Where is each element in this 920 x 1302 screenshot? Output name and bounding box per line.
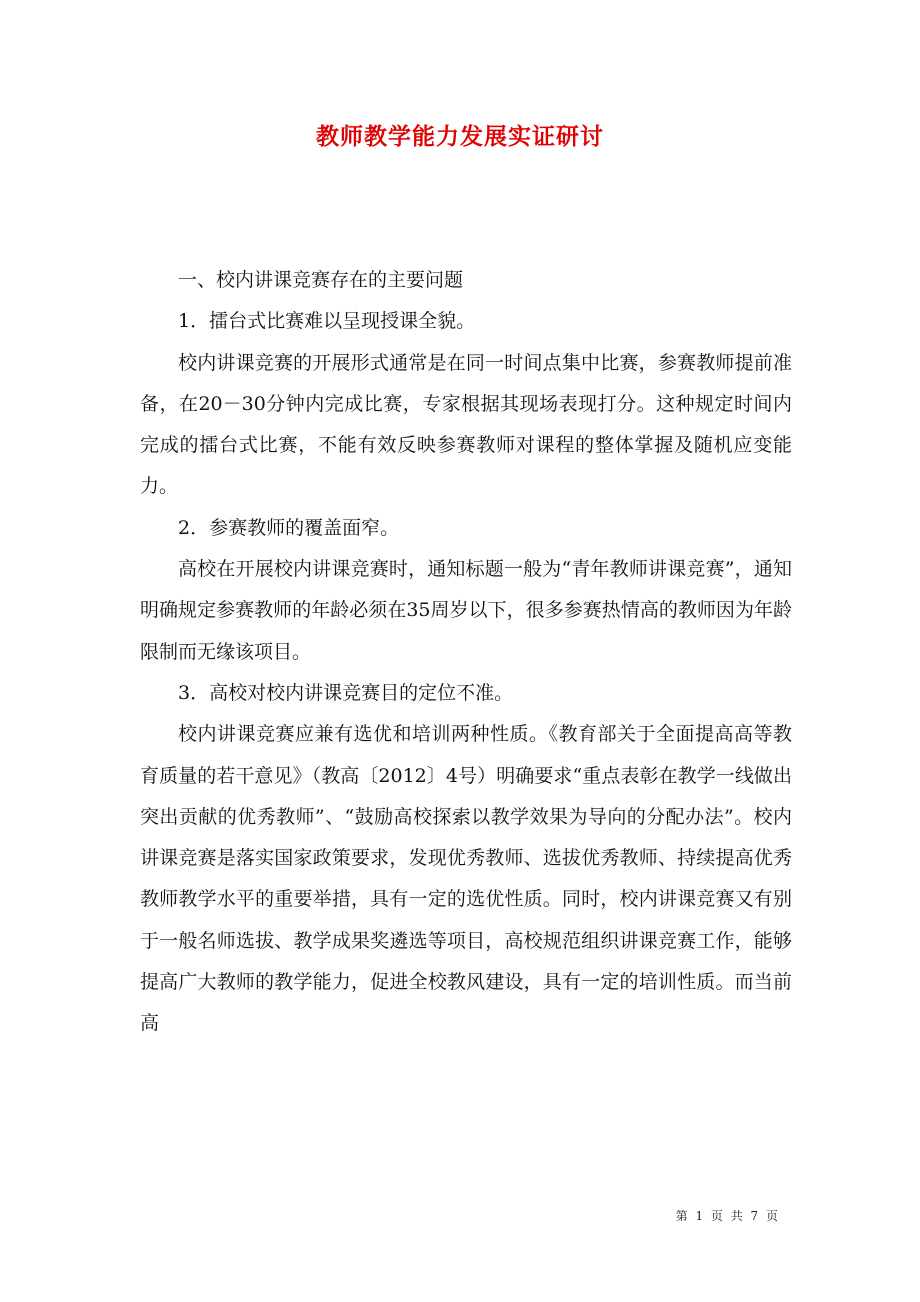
section-heading: 一、校内讲课竞赛存在的主要问题 [178,269,464,291]
subheading-1: 1．擂台式比赛难以呈现授课全貌。 [178,310,476,333]
subheading-2: 2．参赛教师的覆盖面窄。 [178,516,400,539]
paragraph-1: 校内讲课竞赛的开展形式通常是在同一时间点集中比赛，参赛教师提前准备，在20－30分钟内完成比赛，专家根据其现场表现打分。这种规定时间内完成的擂台式比赛，不能有效反映参赛教师对课程的整体掌握及随机应变能力。 [140,351,792,498]
paragraph-2: 高校在开展校内讲课竞赛时，通知标题一般为“青年教师讲课竞赛”，通知明确规定参赛教师的年龄必须在35周岁以下，很多参赛热情高的教师因为年龄限制而无缘该项目。 [140,558,792,663]
page-number-footer: 第 1 页 共 7 页 [675,1209,780,1223]
document-body [140,260,792,1045]
document-title: 教师教学能力发展实证研讨 [316,123,604,150]
paragraph-3: 校内讲课竞赛应兼有选优和培训两种性质。《教育部关于全面提高高等教育质量的若干意见》（教高〔2012〕4号）明确要求“重点表彰在教学一线做出突出贡献的优秀教师”、“鼓励高校探索以教学效果为导向的分配办法”。校内讲课竞赛是落实国家政策要求，发现优秀教师、选拔优秀教师、持续提高优秀教师教学水平的重要举措，具有一定的选优性质。同时，校内讲课竞赛又有别于一般名师选拔、教学成果奖遴选等项目，高校规范组织讲课竞赛工作，能够提高广大教师的教学能力，促进全校教风建设，具有一定的培训性质。而当前高 [140,723,792,1035]
subheading-3: 3．高校对校内讲课竞赛目的定位不准。 [178,681,514,704]
